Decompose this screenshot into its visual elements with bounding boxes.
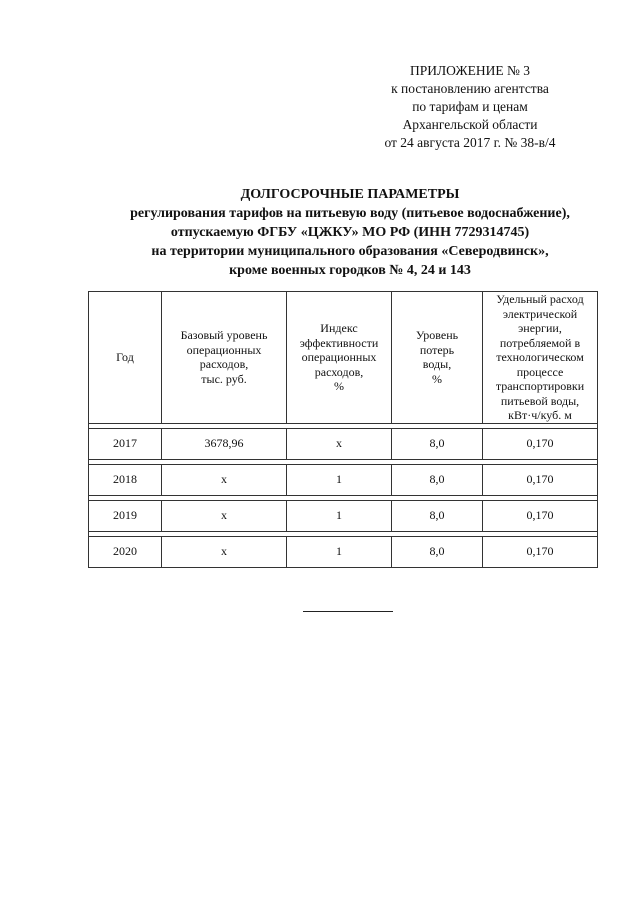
cell-base-opex: x	[162, 536, 287, 567]
header-energy-consumption: Удельный расход электрической энергии, потребляемой в технологическом процессе транспортировки питьевой воды, кВт·ч/куб. м	[483, 292, 598, 424]
header-year: Год	[89, 292, 162, 424]
cell-year: 2020	[89, 536, 162, 567]
parameters-table	[88, 291, 598, 568]
cell-energy: 0,170	[483, 464, 598, 495]
title-line: регулирования тарифов на питьевую воду (питьевое водоснабжение),	[130, 206, 570, 221]
table-header-row	[89, 292, 598, 424]
header-efficiency-index: Индекс эффективности операционных расходов, %	[287, 292, 392, 424]
cell-energy: 0,170	[483, 536, 598, 567]
title-line: отпускаемую ФГБУ «ЦЖКУ» МО РФ (ИНН 7729314745)	[170, 225, 530, 240]
appendix-line: по тарифам и ценам	[412, 99, 528, 114]
title-line: ДОЛГОСРОЧНЫЕ ПАРАМЕТРЫ	[240, 187, 460, 202]
cell-year: 2017	[89, 428, 162, 459]
cell-water-loss: 8,0	[392, 536, 483, 567]
header-water-loss: Уровень потерь воды, %	[392, 292, 483, 424]
table-row	[89, 464, 598, 495]
document-title	[60, 185, 640, 280]
title-line: на территории муниципального образования «Северодвинск»,	[151, 244, 549, 259]
appendix-title: ПРИЛОЖЕНИЕ № 3	[409, 63, 531, 78]
cell-year: 2019	[89, 500, 162, 531]
appendix-line: к постановлению агентства	[391, 81, 549, 96]
cell-efficiency-index: x	[287, 428, 392, 459]
cell-water-loss: 8,0	[392, 428, 483, 459]
cell-energy: 0,170	[483, 500, 598, 531]
table-row	[89, 428, 598, 459]
appendix-header	[340, 62, 600, 152]
cell-efficiency-index: 1	[287, 536, 392, 567]
closing-line	[303, 611, 393, 612]
cell-water-loss: 8,0	[392, 500, 483, 531]
cell-energy: 0,170	[483, 428, 598, 459]
table-row	[89, 536, 598, 567]
title-line: кроме военных городков № 4, 24 и 143	[229, 263, 471, 278]
cell-efficiency-index: 1	[287, 500, 392, 531]
appendix-line: Архангельской области	[402, 117, 538, 132]
cell-year: 2018	[89, 464, 162, 495]
cell-efficiency-index: 1	[287, 464, 392, 495]
appendix-date-line: от 24 августа 2017 г. № 38-в/4	[384, 135, 556, 150]
cell-base-opex: x	[162, 464, 287, 495]
cell-base-opex: x	[162, 500, 287, 531]
cell-water-loss: 8,0	[392, 464, 483, 495]
table-row	[89, 500, 598, 531]
cell-base-opex: 3678,96	[162, 428, 287, 459]
header-base-opex: Базовый уровень операционных расходов, тыс. руб.	[162, 292, 287, 424]
